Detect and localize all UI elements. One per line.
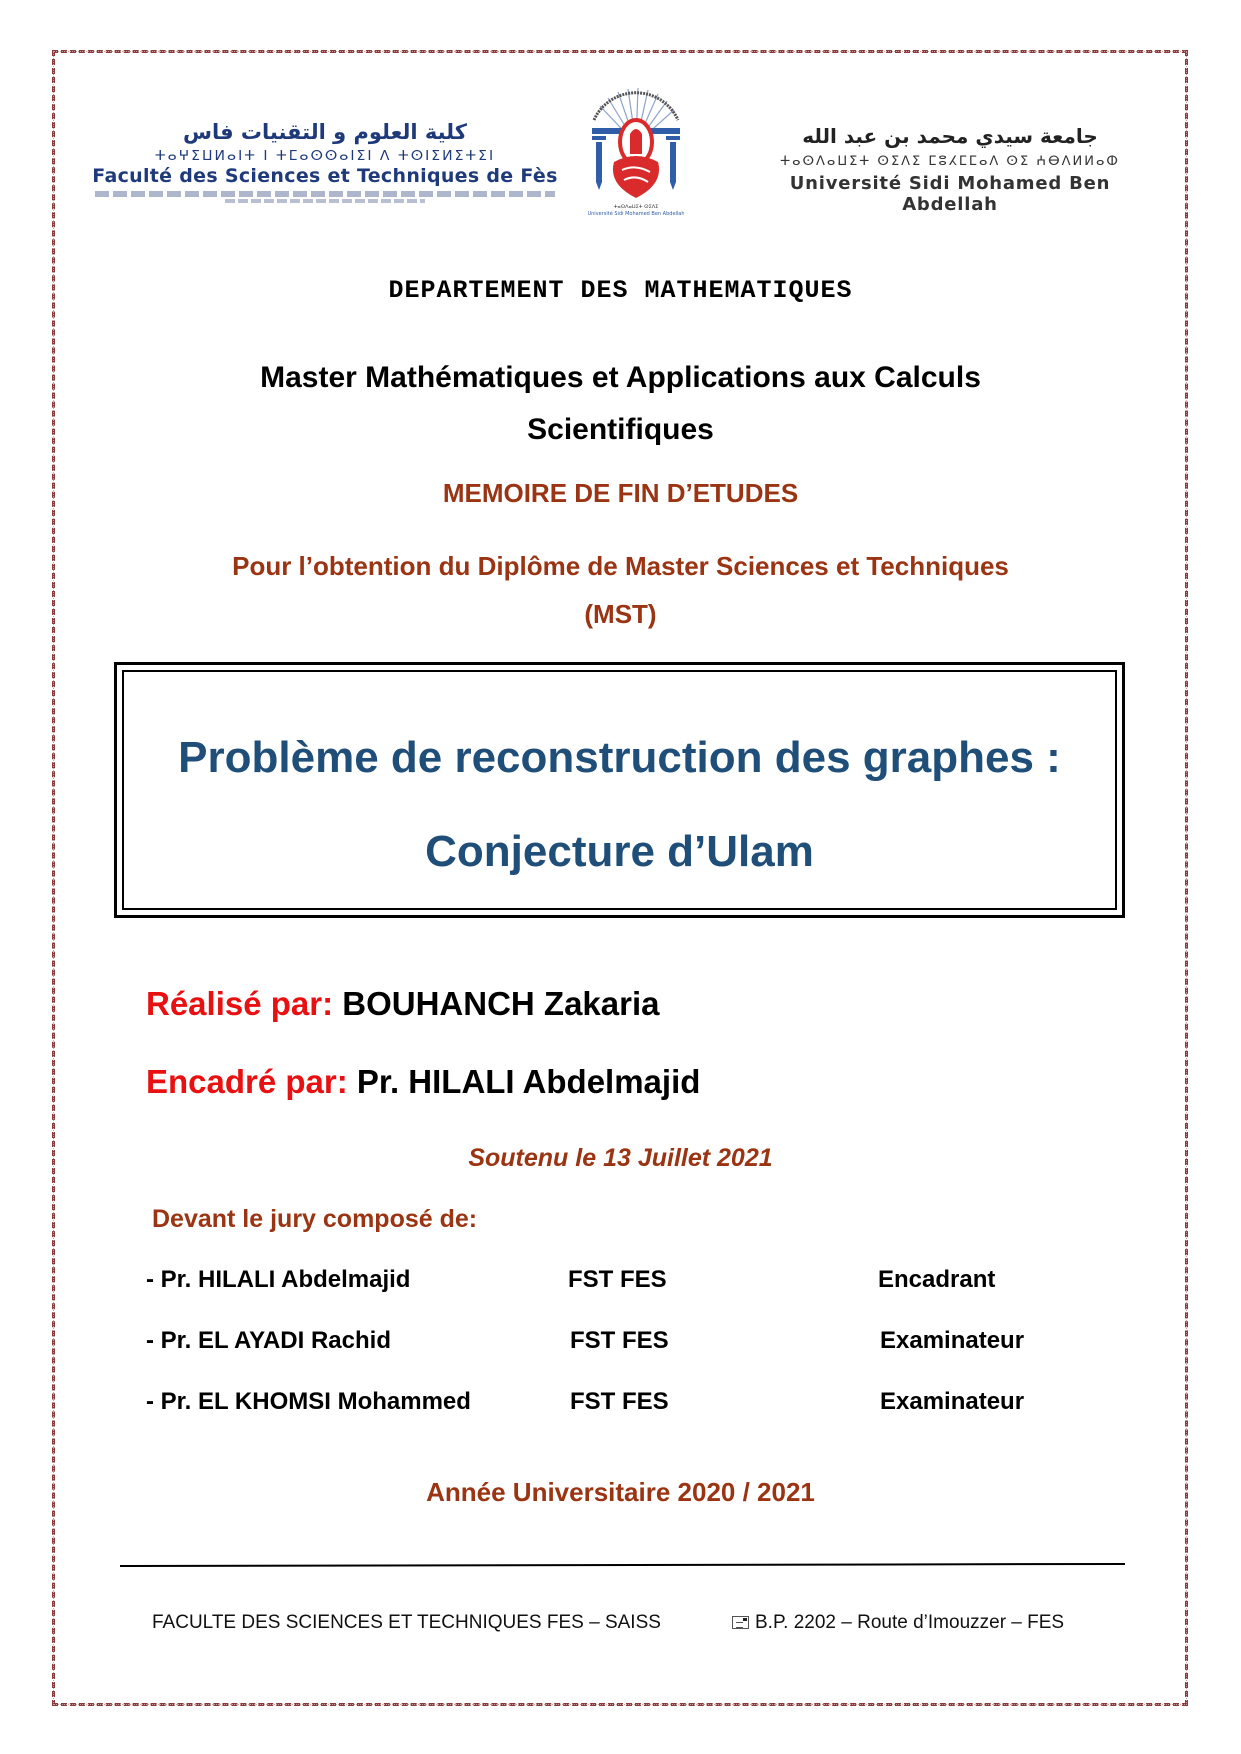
diploma-purpose-line1: Pour l’obtention du Diplôme de Master Sciences et Techniques (232, 551, 1009, 581)
faculty-logo-rule (95, 191, 555, 197)
svg-text:ⵜⴰⵙⴷⴰⵡⵉⵜ ⵙⵉⴷⵉ: ⵜⴰⵙⴷⴰⵡⵉⵜ ⵙⵉⴷⵉ (613, 204, 659, 210)
master-program-line2: Scientifiques (527, 413, 714, 446)
jury-member-row (146, 1388, 1086, 1428)
jury-member-row (146, 1327, 1086, 1367)
academic-year: Année Universitaire 2020 / 2021 (426, 1477, 815, 1507)
footer-address-text: B.P. 2202 – Route d’Imouzzer – FES (755, 1612, 1065, 1633)
author-label: Réalisé par: (146, 985, 334, 1022)
jury-member-role: Examinateur (880, 1388, 1025, 1415)
thesis-title-line2: Conjecture d’Ulam (425, 827, 814, 876)
jury-member-name: - Pr. HILALI Abdelmajid (146, 1266, 411, 1293)
thesis-title-line1: Problème de reconstruction des graphes : (178, 733, 1061, 782)
diploma-purpose (0, 542, 1241, 638)
master-program-line1: Master Mathématiques et Applications aux Calculs (260, 361, 981, 394)
jury-member-institution: FST FES (570, 1388, 669, 1415)
jury-member-row (146, 1266, 1086, 1306)
jury-member-role: Encadrant (878, 1266, 996, 1293)
faculty-logo (90, 120, 560, 203)
supervisor-label: Encadré par: (146, 1063, 348, 1100)
jury-member-role: Examinateur (880, 1327, 1025, 1354)
mailbox-icon (732, 1616, 749, 1629)
memoire-heading: MEMOIRE DE FIN D’ETUDES (442, 478, 799, 508)
master-program (0, 352, 1241, 456)
department-heading: DEPARTEMENT DES MATHEMATIQUES (388, 276, 853, 305)
jury-member-name: - Pr. EL AYADI Rachid (146, 1327, 391, 1354)
defense-date: Soutenu le 13 Juillet 2021 (468, 1144, 773, 1172)
university-name-tifinagh: ⵜⴰⵙⴷⴰⵡⵉⵜ ⵙⵉⴷⵉ ⵎⵓⵃⵎⵎⴰⴷ ⵙⵉ ⵄⴱⴷⵍⵍⴰⵀ (780, 154, 1120, 169)
faculty-logo-rule-small (225, 199, 425, 203)
university-name-french: Université Sidi Mohamed Ben Abdellah (789, 173, 1111, 215)
jury-heading: Devant le jury composé de: (152, 1205, 478, 1233)
university-emblem-icon (588, 84, 684, 220)
university-name-arabic: جامعة سيدي محمد بن عبد الله (802, 124, 1098, 148)
svg-text:Université Sidi Mohamed Ben Ab: Université Sidi Mohamed Ben Abdellah (588, 211, 684, 217)
author-name: BOUHANCH Zakaria (333, 985, 660, 1022)
jury-member-institution: FST FES (570, 1327, 669, 1354)
jury-member-name: - Pr. EL KHOMSI Mohammed (146, 1388, 471, 1415)
jury-member-institution: FST FES (568, 1266, 667, 1293)
thesis-title-box (114, 662, 1125, 918)
supervisor-credit (146, 1063, 700, 1101)
university-logo (740, 124, 1160, 215)
diploma-purpose-line2: (MST) (584, 599, 657, 629)
supervisor-name: Pr. HILALI Abdelmajid (347, 1063, 701, 1100)
faculty-name-french: Faculté des Sciences et Techniques de Fès (92, 165, 558, 187)
faculty-name-tifinagh: ⵜⴰⵖⵉⵡⵍⴰⵏⵜ ⵏ ⵜⵎⴰⵙⵙⴰⵏⵉⵏ ⴷ ⵜⵙⵏⵉⵍⵉⵜⵉⵏ (154, 148, 496, 164)
footer-institution: FACULTE DES SCIENCES ET TECHNIQUES FES – SAISS (152, 1612, 661, 1633)
author-credit (146, 985, 660, 1023)
faculty-name-arabic: كلية العلوم و التقنيات فاس (183, 120, 467, 144)
footer-address (732, 1612, 1064, 1634)
